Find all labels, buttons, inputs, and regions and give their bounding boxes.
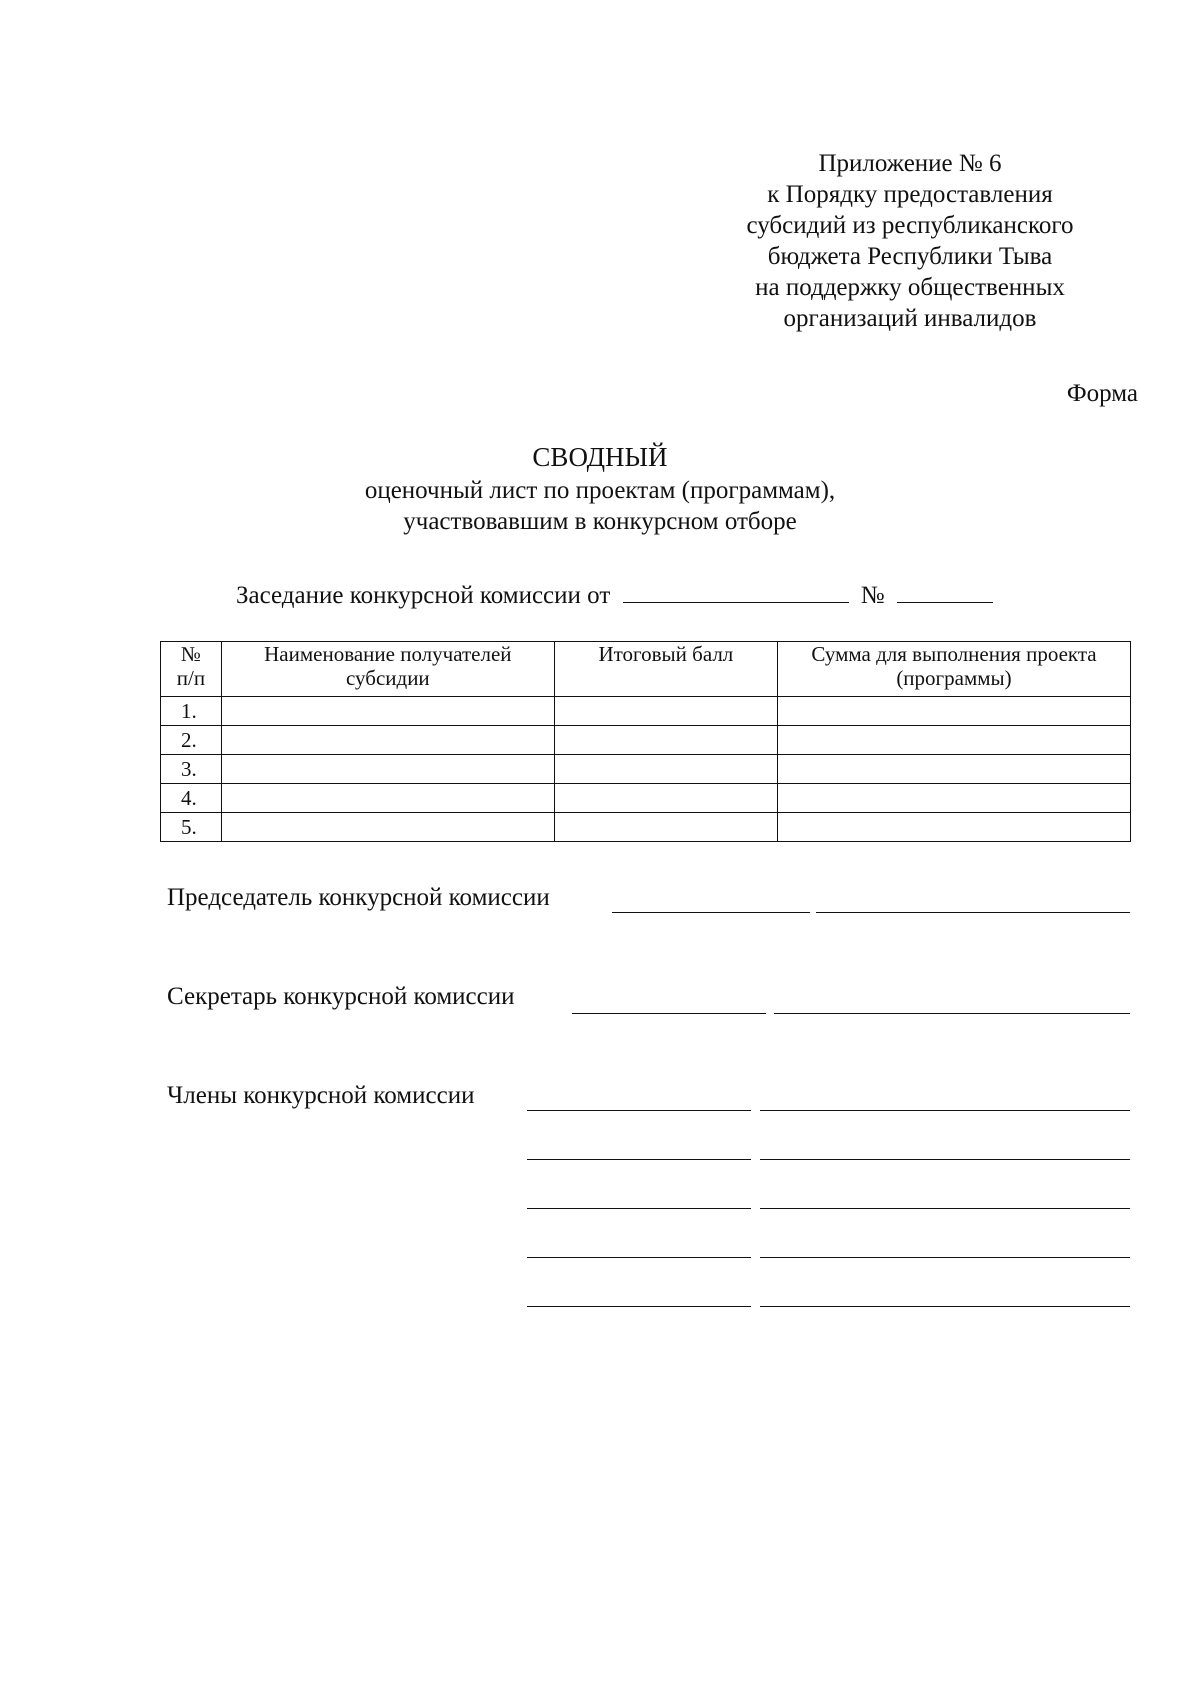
member-signature-line[interactable] bbox=[527, 1159, 751, 1160]
secretary-name-line[interactable] bbox=[774, 1013, 1130, 1014]
score-cell[interactable] bbox=[554, 726, 777, 755]
amount-cell[interactable] bbox=[778, 813, 1131, 842]
table-row bbox=[161, 784, 1131, 813]
member-name-line[interactable] bbox=[760, 1110, 1130, 1111]
form-label: Форма bbox=[1066, 380, 1138, 407]
appendix-line: на поддержку общественных bbox=[755, 274, 1065, 301]
amount-cell[interactable] bbox=[778, 755, 1131, 784]
score-cell[interactable] bbox=[554, 784, 777, 813]
header-recipient: Наименование получателей субсидии bbox=[221, 642, 554, 697]
row-number: 4. bbox=[161, 784, 222, 813]
member-signature-line[interactable] bbox=[527, 1110, 751, 1111]
header-number: № п/п bbox=[161, 642, 222, 697]
appendix-line: субсидий из республиканского bbox=[746, 212, 1074, 239]
row-number: 1. bbox=[161, 697, 222, 726]
table-row bbox=[161, 697, 1131, 726]
title-line-2: оценочный лист по проектам (программам), bbox=[364, 477, 836, 504]
member-name-line[interactable] bbox=[760, 1159, 1130, 1160]
title-line-3: участвовавшим в конкурсном отборе bbox=[403, 508, 797, 535]
meeting-number-field[interactable] bbox=[897, 580, 993, 603]
score-cell[interactable] bbox=[554, 813, 777, 842]
meeting-number-sign: № bbox=[860, 582, 885, 609]
meeting-label: Заседание конкурсной комиссии от bbox=[236, 582, 611, 609]
document-title bbox=[0, 442, 1200, 537]
amount-cell[interactable] bbox=[778, 784, 1131, 813]
table-row bbox=[161, 813, 1131, 842]
row-number: 2. bbox=[161, 726, 222, 755]
appendix-header bbox=[700, 148, 1120, 334]
header-total-score: Итоговый балл bbox=[554, 642, 777, 697]
chairman-label: Председатель конкурсной комиссии bbox=[167, 884, 550, 911]
score-cell[interactable] bbox=[554, 755, 777, 784]
score-cell[interactable] bbox=[554, 697, 777, 726]
amount-cell[interactable] bbox=[778, 726, 1131, 755]
meeting-date-field[interactable] bbox=[623, 580, 849, 603]
chairman-signature-line[interactable] bbox=[612, 912, 810, 913]
recipient-cell[interactable] bbox=[221, 784, 554, 813]
recipient-cell[interactable] bbox=[221, 726, 554, 755]
members-label: Члены конкурсной комиссии bbox=[167, 1082, 475, 1109]
chairman-name-line[interactable] bbox=[816, 912, 1130, 913]
appendix-line: бюджета Республики Тыва bbox=[767, 243, 1053, 270]
member-name-line[interactable] bbox=[760, 1208, 1130, 1209]
secretary-signature-line[interactable] bbox=[572, 1013, 766, 1014]
evaluation-table bbox=[160, 641, 1131, 842]
recipient-cell[interactable] bbox=[221, 813, 554, 842]
table-row bbox=[161, 755, 1131, 784]
header-amount: Сумма для выполнения проекта (программы) bbox=[778, 642, 1131, 697]
appendix-line: Приложение № 6 bbox=[818, 150, 1002, 177]
member-signature-line[interactable] bbox=[527, 1257, 751, 1258]
member-signature-line[interactable] bbox=[527, 1306, 751, 1307]
appendix-line: к Порядку предоставления bbox=[767, 181, 1053, 208]
table-header-row bbox=[161, 642, 1131, 697]
row-number: 3. bbox=[161, 755, 222, 784]
appendix-line: организаций инвалидов bbox=[783, 305, 1037, 332]
title-main: СВОДНЫЙ bbox=[532, 442, 668, 472]
member-signature-line[interactable] bbox=[527, 1208, 751, 1209]
member-name-line[interactable] bbox=[760, 1257, 1130, 1258]
table-row bbox=[161, 726, 1131, 755]
recipient-cell[interactable] bbox=[221, 697, 554, 726]
secretary-label: Секретарь конкурсной комиссии bbox=[167, 983, 515, 1010]
amount-cell[interactable] bbox=[778, 697, 1131, 726]
meeting-line bbox=[236, 580, 993, 610]
member-name-line[interactable] bbox=[760, 1306, 1130, 1307]
row-number: 5. bbox=[161, 813, 222, 842]
recipient-cell[interactable] bbox=[221, 755, 554, 784]
